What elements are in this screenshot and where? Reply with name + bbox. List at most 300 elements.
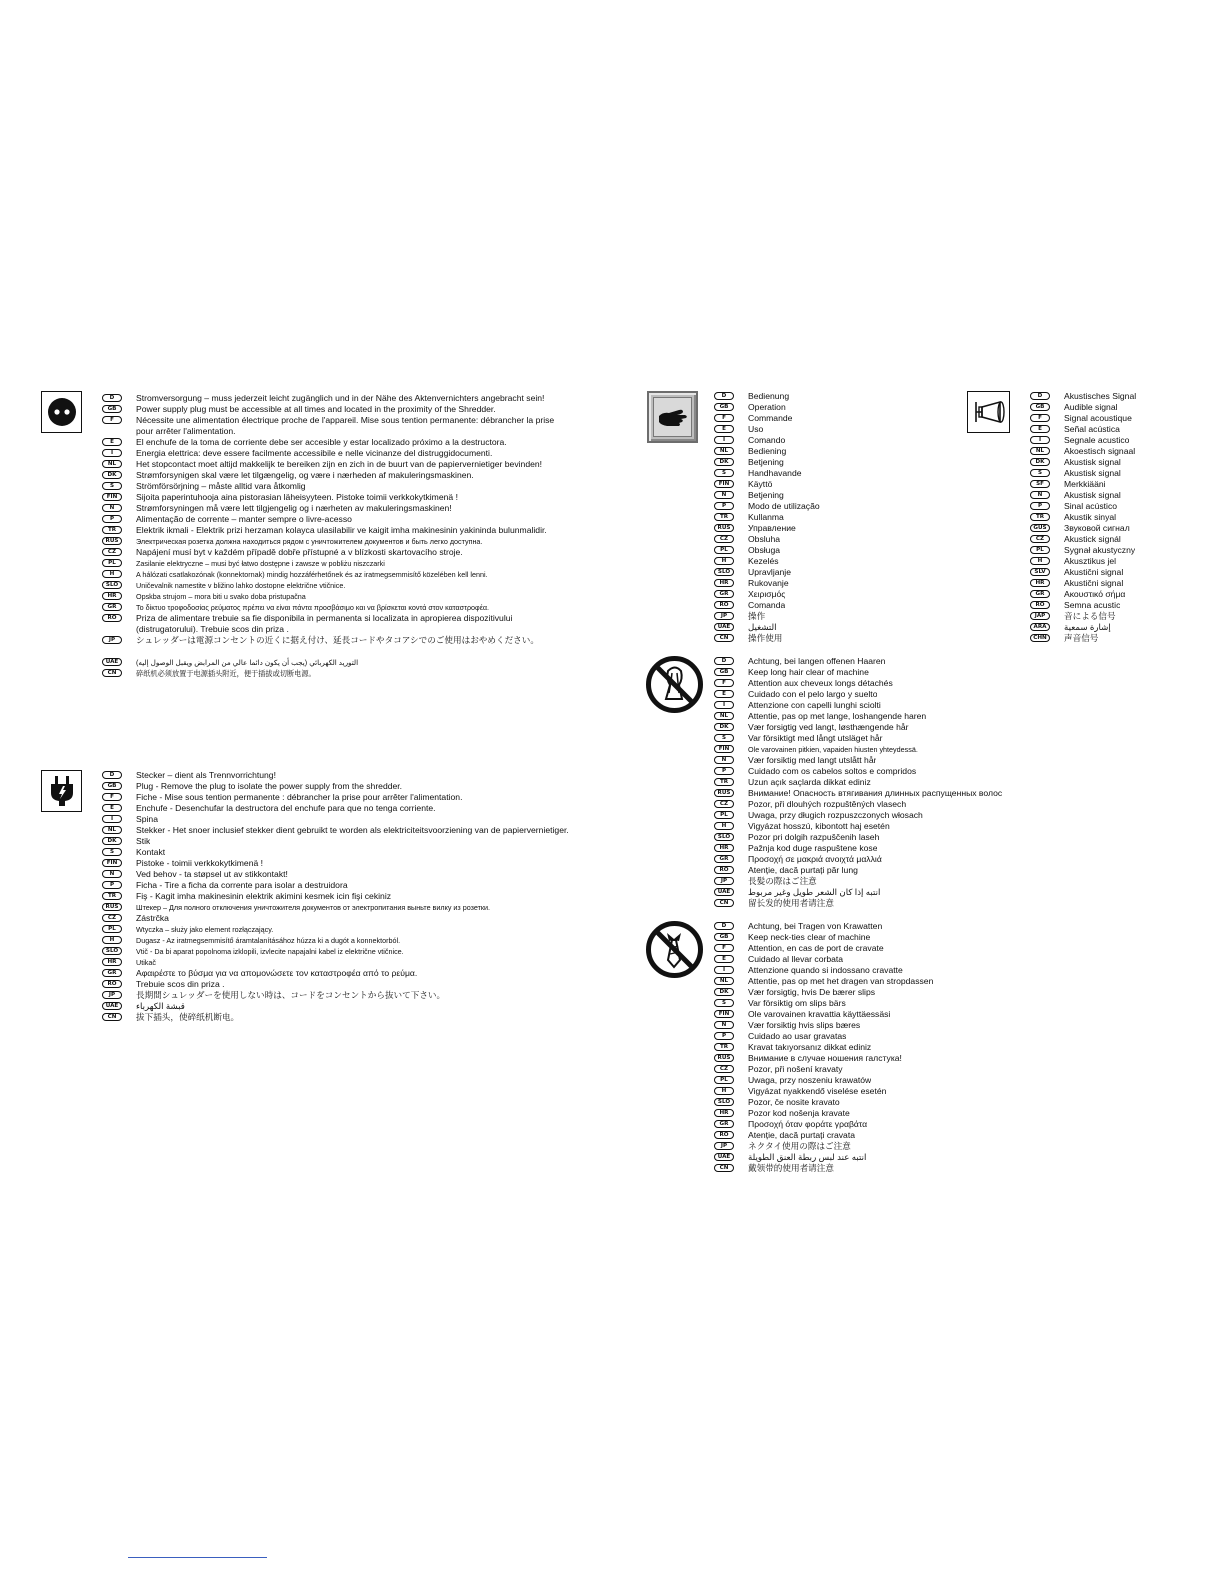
list-item [102,492,572,503]
list-item [102,558,572,569]
list-item [714,545,954,556]
language-code-badge: D [714,392,734,400]
list-item [714,678,1014,689]
warning-text: Achtung, bei langen offenen Haaren [748,656,886,666]
warning-text: Commande [748,413,793,423]
list-item [714,898,1014,909]
language-code-badge: D [1030,392,1050,400]
list-item [1030,435,1215,446]
warning-text: Pozor pri dolgih razpuščenih laseh [748,832,880,842]
warning-text: Ole varovainen kravattia käyttäessäsi [748,1009,891,1019]
warning-text: Akusztikus jel [1064,556,1117,566]
warning-text: Attenzione quando si indossano cravatte [748,965,903,975]
warning-text: Sygnał akustyczny [1064,545,1136,555]
warning-text: Signal acoustique [1064,413,1132,423]
warning-text: Attention, en cas de port de cravate [748,943,884,953]
language-code-badge: CZ [102,548,122,556]
list-item [714,622,954,633]
warning-text: Vær forsigtig, hvis De bærer slips [748,987,876,997]
language-code-badge: PL [102,925,122,933]
language-code-badge: HR [1030,579,1050,587]
list-item [714,876,1014,887]
language-code-badge: P [714,1032,734,1040]
list-item [102,946,572,957]
warning-text: Pozor, při nošení kravaty [748,1064,843,1074]
warning-text: 長髪の際はご注意 [748,876,817,886]
list-item [714,435,954,446]
warning-text: Sijoita paperintuhooja aina pistorasian läheisyyteen. Pistoke toimii verkkokytkimenä ! [136,492,458,502]
list-item [102,481,572,492]
warning-text: 声音信号 [1064,633,1099,643]
language-code-badge: HR [102,958,122,966]
list-item [714,777,1014,788]
warning-text: Attentie, pas op met lange, loshangende haren [748,711,927,721]
language-code-badge: GB [102,782,122,790]
warning-text: Napájení musí byt v každém případě dobře přístupné a v blízkosti skartovacího stroje. [136,547,463,557]
language-code-badge: HR [714,579,734,587]
list-item [102,990,572,1001]
language-code-badge: E [1030,425,1050,433]
language-code-badge: UAE [714,888,734,896]
language-code-badge: E [714,955,734,963]
language-code-badge: SLO [714,833,734,841]
list-item [1030,512,1215,523]
language-code-badge: D [714,922,734,930]
language-code-badge: RO [102,980,122,988]
list-item [714,1152,1014,1163]
no-necktie-icon [645,920,704,979]
list-item [102,602,572,613]
warning-text: Betjening [748,490,784,500]
language-code-badge: CN [714,899,734,907]
language-code-badge: TR [714,513,734,521]
language-code-badge: P [102,881,122,889]
warning-text: Vtič - Da bi aparat popolnoma izklopili, izvlecite napajalni kabel iz električne vtičnice. [136,947,404,956]
list-item [714,976,1014,987]
language-code-badge: JP [714,1142,734,1150]
warning-text: Obsługa [748,545,781,555]
language-code-badge: RUS [714,1054,734,1062]
language-code-badge: H [714,822,734,830]
warning-text: 碎纸机必须放置于电源插头附近，便于插拔或切断电源。 [136,669,316,678]
warning-text: Semna acustic [1064,600,1121,610]
warning-text: Vigyázat hosszú, kibontott haj esetén [748,821,890,831]
language-code-badge: I [714,966,734,974]
list-item [714,501,954,512]
language-code-badge: P [714,502,734,510]
warning-text: Vigyázat nyakkendő viselése esetén [748,1086,887,1096]
warning-text: Внимание! Опасность втягивания длинных распущенных волос [748,788,1003,798]
list-item [1030,523,1215,534]
list-item [714,1097,1014,1108]
warning-text: Strömförsörjning – måste alltid vara åtkomlig [136,481,306,491]
warning-text: Ακουστικό σήμα [1064,589,1126,599]
language-code-badge: RO [714,1131,734,1139]
list-item [714,943,1014,954]
warning-text: Segnale acustico [1064,435,1130,445]
language-code-badge: F [714,679,734,687]
list-item [714,733,1014,744]
list-item [714,744,1014,755]
warning-text: Bediening [748,446,787,456]
list-item [102,635,572,657]
list-item [102,514,572,525]
list-item [102,957,572,968]
warning-text: A hálózati csatlakozónak (konnektornak) mindig hozzáférhetőnek és az iratmegsemmisítő közelében kell lenni. [136,570,488,579]
warning-text: Power supply plug must be accessible at all times and located in the proximity of the Shredder. [136,404,496,414]
language-code-badge: E [714,690,734,698]
list-item [1030,633,1215,644]
list-item [102,448,572,459]
list-item [1030,567,1215,578]
list-item [714,1130,1014,1141]
warning-text: Akustisk signal [1064,468,1121,478]
list-item [714,965,1014,976]
list-item [1030,413,1215,424]
warning-text: Stik [136,836,151,846]
warning-text: Achtung, bei Tragen von Krawatten [748,921,883,931]
warning-text: Stekker - Het snoer inclusief stekker dient gebruikt te worden als elektriciteitsvoorziening van de papiervernietiger. [136,825,569,835]
language-code-badge: CN [102,669,122,677]
warning-text: Dugasz - Az iratmegsemmisítő áramtalanításához húzza ki a dugót a konnektorból. [136,936,401,945]
warning-text: Cuidado al llevar corbata [748,954,844,964]
list-item [714,854,1014,865]
warning-text: 操作使用 [748,633,783,643]
list-item [714,1108,1014,1119]
list-item [102,503,572,514]
language-code-badge: FIN [102,859,122,867]
warning-text: Upravljanje [748,567,791,577]
warning-text: Akoestisch signaal [1064,446,1136,456]
list-item [714,832,1014,843]
warning-text: Προσοχή όταν φοράτε γραβάτα [748,1119,868,1129]
language-code-badge: S [714,469,734,477]
language-code-badge: FIN [714,745,734,753]
language-code-badge: I [1030,436,1050,444]
warning-text: Uwaga, przy długich rozpuszczonych włosach [748,810,923,820]
list-item [714,523,954,534]
list-item [714,600,954,611]
list-item [102,613,572,635]
list-item [1030,457,1215,468]
language-code-badge: TR [714,1043,734,1051]
warning-text: 操作 [748,611,766,621]
warning-text: Utikač [136,958,156,967]
warning-text: التوريد الكهربائي (يجب أن يكون دائما عالي من المرابض ويقبل الوصول إليه) [136,658,359,667]
list-item [1030,479,1215,490]
list-item [714,711,1014,722]
list-item [714,633,954,644]
list-item [714,865,1014,876]
list-item [1030,611,1215,622]
language-code-badge: SLO [102,581,122,589]
language-code-badge: P [1030,502,1050,510]
warning-text: Uničevalnik namestite v bližino lahko dostopne električne vtičnice. [136,581,346,590]
warning-text: Kezelés [748,556,779,566]
warning-text: Zasilanie elektryczne – musi być łatwo dostępne i zawsze w pobliżu niszczarki [136,559,385,568]
language-code-badge: DK [714,723,734,731]
language-code-badge: SF [1030,480,1050,488]
list-item [714,722,1014,733]
list-item [102,913,572,924]
language-code-badge: CN [714,1164,734,1172]
warning-text: انتبه إذا كان الشعر طويل وغير مربوط [748,887,881,897]
list-item [714,1053,1014,1064]
language-code-badge: N [714,756,734,764]
warning-text: Cuidado con el pelo largo y suelto [748,689,878,699]
language-code-badge: RUS [102,537,122,545]
list-item [714,1119,1014,1130]
language-code-badge: I [714,436,734,444]
language-code-badge: GB [1030,403,1050,411]
warning-text: Spina [136,814,158,824]
list-item [102,536,572,547]
list-item [1030,424,1215,435]
language-code-badge: CN [714,634,734,642]
warning-text: El enchufe de la toma de corriente debe ser accesible y estar localizado próximo a la destructora. [136,437,507,447]
list-item [714,1042,1014,1053]
hair-warning-list [714,656,1014,909]
language-code-badge: PL [714,546,734,554]
list-item [714,457,954,468]
warning-text: Energia elettrica: deve essere facilmente accessibile e nelle vicinanze del distruggidocumenti. [136,448,493,458]
language-code-badge: S [102,482,122,490]
list-item [714,611,954,622]
language-code-badge: D [102,771,122,779]
list-item [714,413,954,424]
warning-text: Audible signal [1064,402,1118,412]
list-item [102,591,572,602]
list-item [102,781,572,792]
plug-icon [48,775,76,807]
warning-text: Atenție, dacă purtați cravata [748,1130,856,1140]
list-item [714,1009,1014,1020]
warning-text: Uzun açık saçlarda dikkat ediniz [748,777,871,787]
warning-text: Käyttö [748,479,773,489]
warning-text: Fiş - Kagit imha makinesinin elektrik akimini kesmek icin fişi cekiniz [136,891,392,901]
warning-text: Ved behov - ta støpsel ut av stikkontakt! [136,869,288,879]
language-code-badge: TR [714,778,734,786]
warning-text: Var försiktigt med långt utsläget hår [748,733,883,743]
necktie-icon-frame [645,920,704,979]
list-item [102,1001,572,1012]
language-code-badge: D [102,394,122,402]
language-code-badge: NL [714,447,734,455]
warning-text: Stromversorgung – muss jederzeit leicht zugänglich und in der Nähe des Aktenvernichters angebracht sein! [136,393,545,403]
warning-text: Uso [748,424,764,434]
warning-text: Vær forsigtig ved langt, løsthængende hår [748,722,909,732]
language-code-badge: D [714,657,734,665]
language-code-badge: GR [714,855,734,863]
language-code-badge: SLO [102,947,122,955]
warning-text: Keep neck-ties clear of machine [748,932,871,942]
list-item [714,954,1014,965]
language-code-badge: N [714,1021,734,1029]
warning-text: Kravat takıyorsanız dikkat ediniz [748,1042,872,1052]
list-item [1030,545,1215,556]
warning-text: Var försiktig om slips bärs [748,998,846,1008]
warning-text: Αφαιρέστε το βύσμα για να απομονώσετε τον καταστροφέα από το ρεύμα. [136,968,418,978]
language-code-badge: JP [714,612,734,620]
warning-text: Штекер – Для полного отключения уничтожителя документов от электропитания выньте вилку из розетки. [136,903,491,912]
warning-text: Uwaga, przy noszeniu krawatów [748,1075,872,1085]
warning-text: Elektrik ikmali - Elektrik prizi herzaman kolayca ulasilabilir ve kaigit imha makinesinin yakininda bulunmalidir. [136,525,547,535]
language-code-badge: F [102,793,122,801]
language-code-badge: GB [714,403,734,411]
warning-text: Cuidado com os cabelos soltos e compridos [748,766,917,776]
warning-text: Alimentação de corrente – manter sempre o livre-acesso [136,514,352,524]
warning-text: Strømforsyningen må være lett tilgjengelig og i nærheten av makuleringsmaskinen! [136,503,452,513]
warning-text: Betjening [748,457,784,467]
language-code-badge: UAE [102,658,122,666]
list-item [714,788,1014,799]
list-item [1030,578,1215,589]
warning-text: التشغيل [748,622,777,632]
list-item [1030,501,1215,512]
language-code-badge: F [714,414,734,422]
language-code-badge: CN [102,1013,122,1021]
language-code-badge: GR [714,1120,734,1128]
language-code-badge: PL [102,559,122,567]
warning-text: Obsluha [748,534,781,544]
warning-text: 留长发的使用者请注意 [748,898,834,908]
list-item [714,887,1014,898]
list-item [714,755,1014,766]
list-item [102,525,572,536]
list-item [102,580,572,591]
language-code-badge: TR [1030,513,1050,521]
warning-text: Το δίκτυο τροφοδοσίας ρεύματος πρέπει να είναι πάντα προσβάσιμο και να βρίσκεται κοντά στον καταστροφέα. [136,603,490,612]
warning-text: ネクタイ使用の際はご注意 [748,1141,851,1151]
plug-list [102,770,572,1023]
language-code-badge: N [714,491,734,499]
language-code-badge: CHN [1030,634,1050,642]
warning-text: Cuidado ao usar gravatas [748,1031,847,1041]
warning-text: Attenzione con capelli lunghi sciolti [748,700,881,710]
language-code-badge: CZ [1030,535,1050,543]
language-code-badge: GUS [1030,524,1050,532]
list-item [714,1141,1014,1152]
list-item [714,1020,1014,1031]
list-item [102,770,572,781]
necktie-warning-list [714,921,1014,1174]
warning-text: Attentie, pas op met het dragen van stropdassen [748,976,934,986]
list-item [1030,402,1215,413]
language-code-badge: RO [714,866,734,874]
list-item [714,424,954,435]
warning-text: Kullanma [748,512,784,522]
warning-text: Akustični signal [1064,578,1124,588]
language-code-badge: I [102,449,122,457]
language-code-badge: HR [102,592,122,600]
language-code-badge: P [714,767,734,775]
list-item [714,998,1014,1009]
language-code-badge: N [102,504,122,512]
warning-text: Stecker – dient als Trennvorrichtung! [136,770,276,780]
list-item [714,479,954,490]
warning-text: قبشة الكهرباء [136,1001,185,1011]
list-item [102,902,572,913]
warning-text: Внимание в случае ношения галстука! [748,1053,902,1063]
language-code-badge: PL [1030,546,1050,554]
language-code-badge: H [102,570,122,578]
language-code-badge: F [714,944,734,952]
hand-icon-frame [647,391,698,443]
list-item [1030,556,1215,567]
socket-icon-frame [41,391,82,433]
list-item [714,1086,1014,1097]
list-item [102,547,572,558]
warning-text: Pozor, če nosite kravato [748,1097,840,1107]
list-item [714,700,1014,711]
warning-text: Priza de alimentare trebuie sa fie disponibila in permanenta si localizata in apropierea dispozitivului (distrugatorului). Trebuie scos din priza . [136,613,513,634]
list-item [102,470,572,481]
warning-text: Operation [748,402,786,412]
list-item [714,987,1014,998]
socket-icon [47,397,77,427]
list-item [714,490,954,501]
list-item [714,921,1014,932]
warning-text: Bedienung [748,391,790,401]
list-item [102,404,572,415]
list-item [714,534,954,545]
warning-text: Akustisk signal [1064,457,1121,467]
list-item [1030,446,1215,457]
operation-list [714,391,954,644]
horn-icon-frame [967,391,1010,433]
language-code-badge: N [102,870,122,878]
no-long-hair-icon [645,655,704,714]
warning-text: Nécessite une alimentation électrique proche de l'appareil. Mise sous tention permanente: débrancher la prise pour arrêter l'alimentation. [136,415,555,436]
language-code-badge: NL [102,460,122,468]
language-code-badge: RO [714,601,734,609]
list-item [714,391,954,402]
language-code-badge: GR [714,590,734,598]
list-item [714,821,1014,832]
list-item [714,1075,1014,1086]
warning-text: Ficha - Tire a ficha da corrente para isolar a destruidora [136,880,348,890]
language-code-badge: F [1030,414,1050,422]
language-code-badge: JP [714,877,734,885]
list-item [102,869,572,880]
warning-text: Handhavande [748,468,802,478]
warning-text: Het stopcontact moet altijd makkelijk te bereiken zijn en zich in de buurt van de papiervernietiger bevinden! [136,459,543,469]
language-code-badge: CZ [714,1065,734,1073]
list-item [714,810,1014,821]
language-code-badge: JP [102,636,122,644]
list-item [714,667,1014,678]
warning-text: Señal acústica [1064,424,1120,434]
hair-icon-frame [645,655,704,714]
list-item [714,932,1014,943]
list-item [714,578,954,589]
language-code-badge: RUS [714,789,734,797]
list-item [102,459,572,470]
language-code-badge: H [102,936,122,944]
list-item [102,415,572,437]
language-code-badge: NL [102,826,122,834]
warning-text: Plug - Remove the plug to isolate the power supply from the shredder. [136,781,403,791]
warning-text: إشارة سمعية [1064,622,1111,632]
list-item [714,1064,1014,1075]
list-item [714,446,954,457]
language-code-badge: NL [714,712,734,720]
list-item [714,556,954,567]
list-item [714,402,954,413]
list-item [714,689,1014,700]
language-code-badge: S [102,848,122,856]
warning-text: Enchufe - Desenchufar la destructora del enchufe para que no tenga corriente. [136,803,436,813]
